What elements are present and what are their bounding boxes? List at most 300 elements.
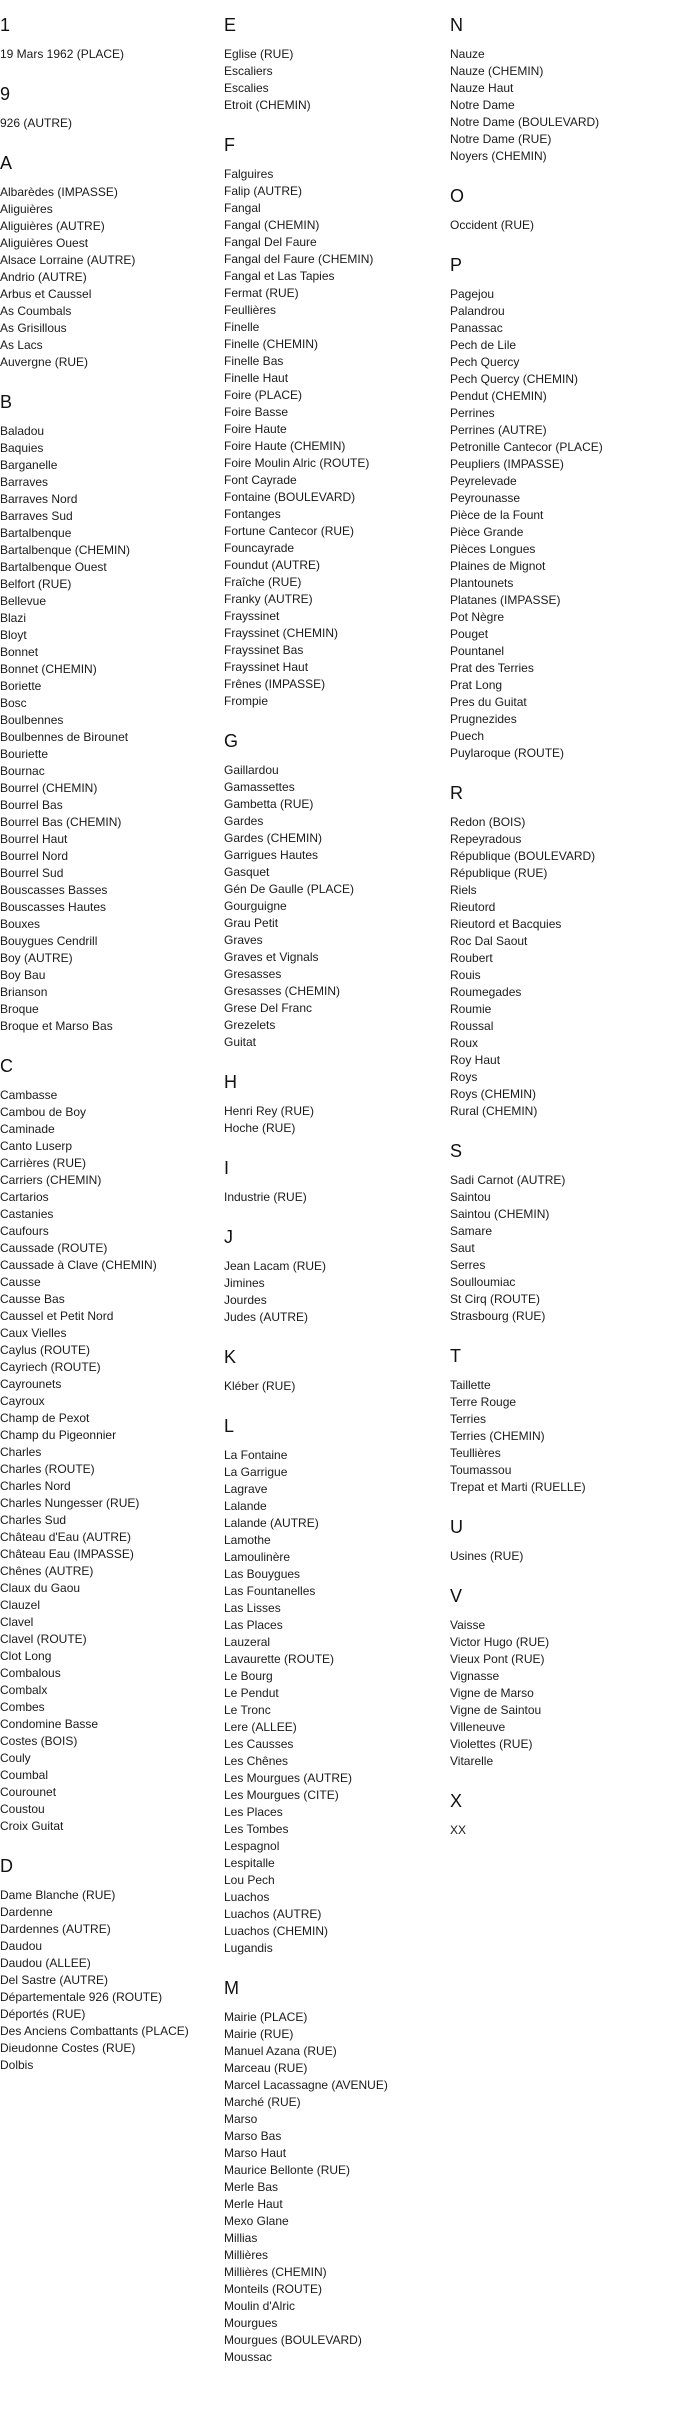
street-list — [450, 814, 670, 1120]
street-name: Rieutord — [450, 900, 496, 914]
street-name: Grau Petit — [224, 916, 279, 930]
street-name: Lauzeral — [224, 1635, 271, 1649]
street-name: Perrines — [450, 406, 495, 420]
street-name: Pech Quercy — [450, 355, 520, 369]
street-name: Baladou — [0, 424, 45, 438]
street-name: Garrigues Hautes — [224, 848, 319, 862]
street-name: 19 Mars 1962 (PLACE) — [0, 47, 125, 61]
street-name: Samare — [450, 1224, 493, 1238]
street-name: Luachos — [224, 1890, 270, 1904]
street-name: Lamoulinère — [224, 1550, 291, 1564]
street-name: Caussel et Petit Nord — [0, 1309, 114, 1323]
street-name: Bourrel (CHEMIN) — [0, 781, 98, 795]
street-name: Clauzel — [0, 1598, 41, 1612]
street-name: St Cirq (ROUTE) — [450, 1292, 540, 1306]
street-name: Luachos (CHEMIN) — [224, 1924, 329, 1938]
street-name: Terries — [450, 1412, 487, 1426]
street-name: Marso — [224, 2112, 258, 2126]
letter-section — [0, 152, 220, 371]
street-index-column-3 — [450, 14, 670, 1859]
street-name: Vitarelle — [450, 1754, 494, 1768]
street-name: Bourrel Bas — [0, 798, 63, 812]
street-list — [450, 46, 670, 165]
letter-heading: R — [450, 783, 463, 803]
street-name: Barraves — [0, 475, 49, 489]
street-name: Kléber (RUE) — [224, 1379, 296, 1393]
letter-section — [224, 1226, 444, 1326]
street-name: Canto Luserp — [0, 1139, 73, 1153]
street-name: Marceau (RUE) — [224, 2061, 308, 2075]
street-name: Chênes (AUTRE) — [0, 1564, 94, 1578]
letter-heading: L — [224, 1416, 235, 1436]
street-name: Jourdes — [224, 1293, 267, 1307]
street-name: Fangal — [224, 201, 261, 215]
street-list — [450, 217, 670, 234]
letter-heading: V — [450, 1586, 463, 1606]
street-name: Finelle — [224, 320, 260, 334]
street-name: Marso Haut — [224, 2146, 287, 2160]
letter-heading: K — [224, 1347, 237, 1367]
street-name: Roubert — [450, 951, 493, 965]
street-name: La Fontaine — [224, 1448, 288, 1462]
street-name: Frayssinet Haut — [224, 660, 309, 674]
street-name: Fontanges — [224, 507, 281, 521]
street-name: Le Tronc — [224, 1703, 271, 1717]
street-name: Belfort (RUE) — [0, 577, 72, 591]
letter-section — [450, 185, 670, 234]
street-name: Nauze — [450, 47, 485, 61]
street-name: Pièce de la Fount — [450, 508, 544, 522]
street-name: République (RUE) — [450, 866, 548, 880]
street-name: Noyers (CHEMIN) — [450, 149, 547, 163]
street-name: Foire Haute — [224, 422, 287, 436]
street-name: Peupliers (IMPASSE) — [450, 457, 564, 471]
street-name: Bonnet (CHEMIN) — [0, 662, 97, 676]
street-name: Bourrel Haut — [0, 832, 68, 846]
street-name: Lamothe — [224, 1533, 271, 1547]
street-name: Lespagnol — [224, 1839, 280, 1853]
street-name: Moussac — [224, 2350, 273, 2364]
street-name: As Grisillous — [0, 321, 67, 335]
street-name: Caminade — [0, 1122, 55, 1136]
street-name: Rouis — [450, 968, 481, 982]
street-name: Carriers (CHEMIN) — [0, 1173, 102, 1187]
street-name: Clot Long — [0, 1649, 52, 1663]
letter-heading: O — [450, 186, 465, 206]
street-name: Graves — [224, 933, 263, 947]
street-name: Millias — [224, 2231, 258, 2245]
street-name: Teullières — [450, 1446, 501, 1460]
street-name: Le Bourg — [224, 1669, 273, 1683]
street-name: République (BOULEVARD) — [450, 849, 596, 863]
street-name: Dardennes (AUTRE) — [0, 1922, 111, 1936]
letter-heading: S — [450, 1141, 463, 1161]
street-list — [450, 1822, 670, 1839]
letter-heading: U — [450, 1517, 463, 1537]
street-name: Notre Dame — [450, 98, 515, 112]
street-name: Boy Bau — [0, 968, 46, 982]
street-name: Gardes — [224, 814, 264, 828]
street-name: Victor Hugo (RUE) — [450, 1635, 550, 1649]
letter-heading: N — [450, 15, 463, 35]
street-list — [450, 1172, 670, 1325]
street-list — [224, 1378, 444, 1395]
street-name: Les Chênes — [224, 1754, 289, 1768]
street-name: Mairie (PLACE) — [224, 2010, 308, 2024]
street-name: Finelle (CHEMIN) — [224, 337, 319, 351]
street-name: Grese Del Franc — [224, 1001, 313, 1015]
street-list — [224, 1258, 444, 1326]
street-name: Foire Moulin Alric (ROUTE) — [224, 456, 370, 470]
street-name: Costes (BOIS) — [0, 1734, 78, 1748]
street-name: Cayrounets — [0, 1377, 62, 1391]
street-name: Lagrave — [224, 1482, 268, 1496]
street-name: Pagejou — [450, 287, 495, 301]
street-name: Bouygues Cendrill — [0, 934, 98, 948]
street-name: Frompie — [224, 694, 269, 708]
street-name: Frayssinet — [224, 609, 280, 623]
street-name: Roumegades — [450, 985, 522, 999]
street-name: Fangal (CHEMIN) — [224, 218, 320, 232]
street-name: Riels — [450, 883, 477, 897]
street-name: Coustou — [0, 1802, 45, 1816]
street-index-column-1 — [0, 14, 220, 2094]
street-name: Mourgues — [224, 2316, 278, 2330]
street-name: Les Places — [224, 1805, 283, 1819]
letter-section — [450, 1516, 670, 1565]
street-name: Grezelets — [224, 1018, 276, 1032]
street-name: Barraves Sud — [0, 509, 73, 523]
letter-heading: T — [450, 1346, 461, 1366]
street-name: Occident (RUE) — [450, 218, 535, 232]
street-name: Combalous — [0, 1666, 61, 1680]
street-name: Combes — [0, 1700, 45, 1714]
street-name: Barraves Nord — [0, 492, 78, 506]
street-name: Manuel Azana (RUE) — [224, 2044, 337, 2058]
street-name: Peyrelevade — [450, 474, 517, 488]
street-list — [450, 1377, 670, 1496]
street-name: Boulbennes — [0, 713, 64, 727]
street-name: Roc Dal Saout — [450, 934, 528, 948]
street-name: Bartalbenque — [0, 526, 72, 540]
street-name: Gourguigne — [224, 899, 287, 913]
street-name: Couly — [0, 1751, 31, 1765]
street-name: Cayroux — [0, 1394, 45, 1408]
street-name: Prat Long — [450, 678, 503, 692]
street-name: Prat des Terries — [450, 661, 534, 675]
street-name: Carrières (RUE) — [0, 1156, 87, 1170]
street-list — [0, 115, 220, 132]
street-name: Gén De Gaulle (PLACE) — [224, 882, 355, 896]
street-name: Rieutord et Bacquies — [450, 917, 562, 931]
street-name: Bournac — [0, 764, 45, 778]
street-name: Falip (AUTRE) — [224, 184, 303, 198]
street-name: Boy (AUTRE) — [0, 951, 73, 965]
street-name: Barganelle — [0, 458, 58, 472]
street-name: Roumie — [450, 1002, 492, 1016]
street-name: Courounet — [0, 1785, 57, 1799]
street-name: Andrio (AUTRE) — [0, 270, 87, 284]
street-name: Petronille Cantecor (PLACE) — [450, 440, 603, 454]
street-name: Pres du Guitat — [450, 695, 527, 709]
street-name: Marché (RUE) — [224, 2095, 301, 2109]
letter-section — [450, 1140, 670, 1325]
street-name: Puylaroque (ROUTE) — [450, 746, 565, 760]
letter-section — [0, 1855, 220, 2074]
street-name: Croix Guitat — [0, 1819, 64, 1833]
street-name: Merle Bas — [224, 2180, 279, 2194]
street-name: Lavaurette (ROUTE) — [224, 1652, 335, 1666]
letter-section — [224, 1346, 444, 1395]
street-name: Soulloumiac — [450, 1275, 516, 1289]
street-name: Vignasse — [450, 1669, 500, 1683]
street-list — [224, 1103, 444, 1137]
letter-section — [450, 14, 670, 165]
street-name: Gresasses — [224, 967, 282, 981]
street-list — [224, 1447, 444, 1957]
street-name: Charles — [0, 1445, 42, 1459]
street-name: Vigne de Marso — [450, 1686, 534, 1700]
letter-section — [224, 14, 444, 114]
street-name: Graves et Vignals — [224, 950, 319, 964]
street-name: Strasbourg (RUE) — [450, 1309, 546, 1323]
street-name: Palandrou — [450, 304, 505, 318]
street-name: Jean Lacam (RUE) — [224, 1259, 327, 1273]
street-name: Daudou — [0, 1939, 43, 1953]
street-name: Broque — [0, 1002, 39, 1016]
street-name: Repeyradous — [450, 832, 522, 846]
letter-heading: D — [0, 1856, 13, 1876]
street-name: Roussal — [450, 1019, 494, 1033]
street-name: Bouscasses Basses — [0, 883, 108, 897]
street-name: Finelle Bas — [224, 354, 284, 368]
street-list — [450, 1548, 670, 1565]
street-name: Château d'Eau (AUTRE) — [0, 1530, 132, 1544]
street-list — [224, 46, 444, 114]
street-name: Charles Nord — [0, 1479, 71, 1493]
street-index-column-2 — [224, 14, 444, 2386]
street-name: Founcayrade — [224, 541, 295, 555]
letter-heading: 1 — [0, 15, 11, 35]
street-name: As Lacs — [0, 338, 43, 352]
street-name: Cartarios — [0, 1190, 49, 1204]
street-name: Auvergne (RUE) — [0, 355, 89, 369]
street-name: Toumassou — [450, 1463, 512, 1477]
letter-heading: 9 — [0, 84, 11, 104]
street-name: Franky (AUTRE) — [224, 592, 313, 606]
street-name: Fortune Cantecor (RUE) — [224, 524, 355, 538]
street-name: Frênes (IMPASSE) — [224, 677, 326, 691]
street-name: Dolbis — [0, 2058, 34, 2072]
street-name: Cambou de Boy — [0, 1105, 87, 1119]
street-name: Las Bouygues — [224, 1567, 301, 1581]
street-name: Etroit (CHEMIN) — [224, 98, 311, 112]
street-name: Eglise (RUE) — [224, 47, 294, 61]
street-name: Notre Dame (RUE) — [450, 132, 552, 146]
street-name: Bouriette — [0, 747, 49, 761]
letter-section — [0, 14, 220, 63]
letter-heading: M — [224, 1978, 239, 1998]
street-name: Gresasses (CHEMIN) — [224, 984, 341, 998]
street-name: Roux — [450, 1036, 479, 1050]
street-name: Cayriech (ROUTE) — [0, 1360, 101, 1374]
street-name: Bloyt — [0, 628, 27, 642]
street-name: Baquies — [0, 441, 44, 455]
street-name: Millières — [224, 2248, 269, 2262]
street-name: Bartalbenque (CHEMIN) — [0, 543, 131, 557]
letter-section — [0, 83, 220, 132]
letter-heading: F — [224, 135, 235, 155]
street-name: Foire (PLACE) — [224, 388, 303, 402]
street-name: Las Lisses — [224, 1601, 281, 1615]
street-name: Frayssinet (CHEMIN) — [224, 626, 339, 640]
street-name: Caufours — [0, 1224, 49, 1238]
street-list — [0, 46, 220, 63]
street-name: Foundut (AUTRE) — [224, 558, 321, 572]
street-name: Lespitalle — [224, 1856, 275, 1870]
street-name: Champ du Pigeonnier — [0, 1428, 117, 1442]
street-name: Usines (RUE) — [450, 1549, 524, 1563]
street-name: Lere (ALLEE) — [224, 1720, 297, 1734]
street-name: Roy Haut — [450, 1053, 501, 1067]
street-name: Aliguières Ouest — [0, 236, 89, 250]
street-list — [0, 1887, 220, 2074]
street-name: Roys (CHEMIN) — [450, 1087, 536, 1101]
street-name: Les Mourgues (CITE) — [224, 1788, 339, 1802]
street-name: Bellevue — [0, 594, 47, 608]
street-name: Frayssinet Bas — [224, 643, 304, 657]
letter-section — [450, 782, 670, 1120]
street-name: Pouget — [450, 627, 489, 641]
street-name: Industrie (RUE) — [224, 1190, 307, 1204]
street-name: Finelle Haut — [224, 371, 289, 385]
street-name: Bosc — [0, 696, 27, 710]
street-name: Fraîche (RUE) — [224, 575, 302, 589]
street-name: Mairie (RUE) — [224, 2027, 294, 2041]
street-name: Aliguières (AUTRE) — [0, 219, 105, 233]
letter-heading: C — [0, 1056, 13, 1076]
letter-heading: P — [450, 255, 463, 275]
street-name: Les Tombes — [224, 1822, 289, 1836]
street-list — [0, 184, 220, 371]
street-name: Fontaine (BOULEVARD) — [224, 490, 356, 504]
street-name: Broque et Marso Bas — [0, 1019, 113, 1033]
street-name: Vieux Pont (RUE) — [450, 1652, 545, 1666]
street-name: Las Places — [224, 1618, 283, 1632]
street-name: Bonnet — [0, 645, 39, 659]
street-name: Fangal del Faure (CHEMIN) — [224, 252, 374, 266]
street-name: Pech de Lile — [450, 338, 517, 352]
street-name: Monteils (ROUTE) — [224, 2282, 323, 2296]
street-name: Moulin d'Alric — [224, 2299, 295, 2313]
street-name: Villeneuve — [450, 1720, 506, 1734]
letter-section — [224, 1415, 444, 1957]
street-name: Perrines (AUTRE) — [450, 423, 547, 437]
street-name: Cambasse — [0, 1088, 58, 1102]
street-name: Violettes (RUE) — [450, 1737, 533, 1751]
street-name: Saintou (CHEMIN) — [450, 1207, 550, 1221]
street-name: Foire Basse — [224, 405, 289, 419]
street-name: Vaisse — [450, 1618, 486, 1632]
street-name: Pountanel — [450, 644, 505, 658]
street-name: Fermat (RUE) — [224, 286, 299, 300]
street-name: Des Anciens Combattants (PLACE) — [0, 2024, 189, 2038]
street-name: Lugandis — [224, 1941, 273, 1955]
street-name: Font Cayrade — [224, 473, 297, 487]
street-name: Dame Blanche (RUE) — [0, 1888, 116, 1902]
street-name: Combalx — [0, 1683, 48, 1697]
street-name: Albarèdes (IMPASSE) — [0, 185, 118, 199]
letter-section — [450, 254, 670, 762]
street-name: Pech Quercy (CHEMIN) — [450, 372, 579, 386]
street-name: Gaillardou — [224, 763, 279, 777]
street-list — [224, 2009, 444, 2366]
street-name: Le Pendut — [224, 1686, 279, 1700]
street-name: Aliguières — [0, 202, 53, 216]
street-name: Lalande — [224, 1499, 267, 1513]
street-name: Bourrel Nord — [0, 849, 69, 863]
street-name: Prugnezides — [450, 712, 517, 726]
street-name: Condomine Basse — [0, 1717, 99, 1731]
street-list — [224, 1189, 444, 1206]
letter-section — [224, 1977, 444, 2366]
street-name: Plaines de Mignot — [450, 559, 546, 573]
street-name: Terre Rouge — [450, 1395, 517, 1409]
letter-section — [224, 730, 444, 1051]
letter-section — [450, 1790, 670, 1839]
letter-heading: B — [0, 392, 13, 412]
street-name: Déportés (RUE) — [0, 2007, 86, 2021]
street-name: Merle Haut — [224, 2197, 283, 2211]
street-name: Taillette — [450, 1378, 491, 1392]
street-name: Gasquet — [224, 865, 270, 879]
street-name: Serres — [450, 1258, 486, 1272]
street-name: Boulbennes de Birounet — [0, 730, 129, 744]
street-name: Départementale 926 (ROUTE) — [0, 1990, 163, 2004]
street-name: Panassac — [450, 321, 503, 335]
street-name: Causse — [0, 1275, 41, 1289]
street-name: Fangal Del Faure — [224, 235, 317, 249]
street-name: Castanies — [0, 1207, 54, 1221]
street-name: Les Causses — [224, 1737, 294, 1751]
street-name: Marcel Lacassagne (AVENUE) — [224, 2078, 388, 2092]
street-name: Claux du Gaou — [0, 1581, 81, 1595]
street-list — [224, 166, 444, 710]
street-name: Puech — [450, 729, 485, 743]
street-name: Millières (CHEMIN) — [224, 2265, 327, 2279]
street-name: Escalies — [224, 81, 269, 95]
street-name: La Garrigue — [224, 1465, 288, 1479]
street-name: Lou Pech — [224, 1873, 275, 1887]
street-name: Daudou (ALLEE) — [0, 1956, 91, 1970]
street-name: Bourrel Sud — [0, 866, 64, 880]
street-name: Dardenne — [0, 1905, 53, 1919]
street-name: Causse Bas — [0, 1292, 65, 1306]
street-name: Blazi — [0, 611, 27, 625]
street-list — [450, 1617, 670, 1770]
street-name: Trepat et Marti (RUELLE) — [450, 1480, 586, 1494]
street-name: Caussade à Clave (CHEMIN) — [0, 1258, 157, 1272]
letter-section — [450, 1345, 670, 1496]
street-name: Henri Rey (RUE) — [224, 1104, 315, 1118]
street-list — [0, 423, 220, 1035]
street-name: Foire Haute (CHEMIN) — [224, 439, 346, 453]
street-name: Caylus (ROUTE) — [0, 1343, 91, 1357]
letter-heading: E — [224, 15, 237, 35]
street-name: Pièce Grande — [450, 525, 524, 539]
letter-section — [450, 1585, 670, 1770]
street-name: Bourrel Bas (CHEMIN) — [0, 815, 122, 829]
